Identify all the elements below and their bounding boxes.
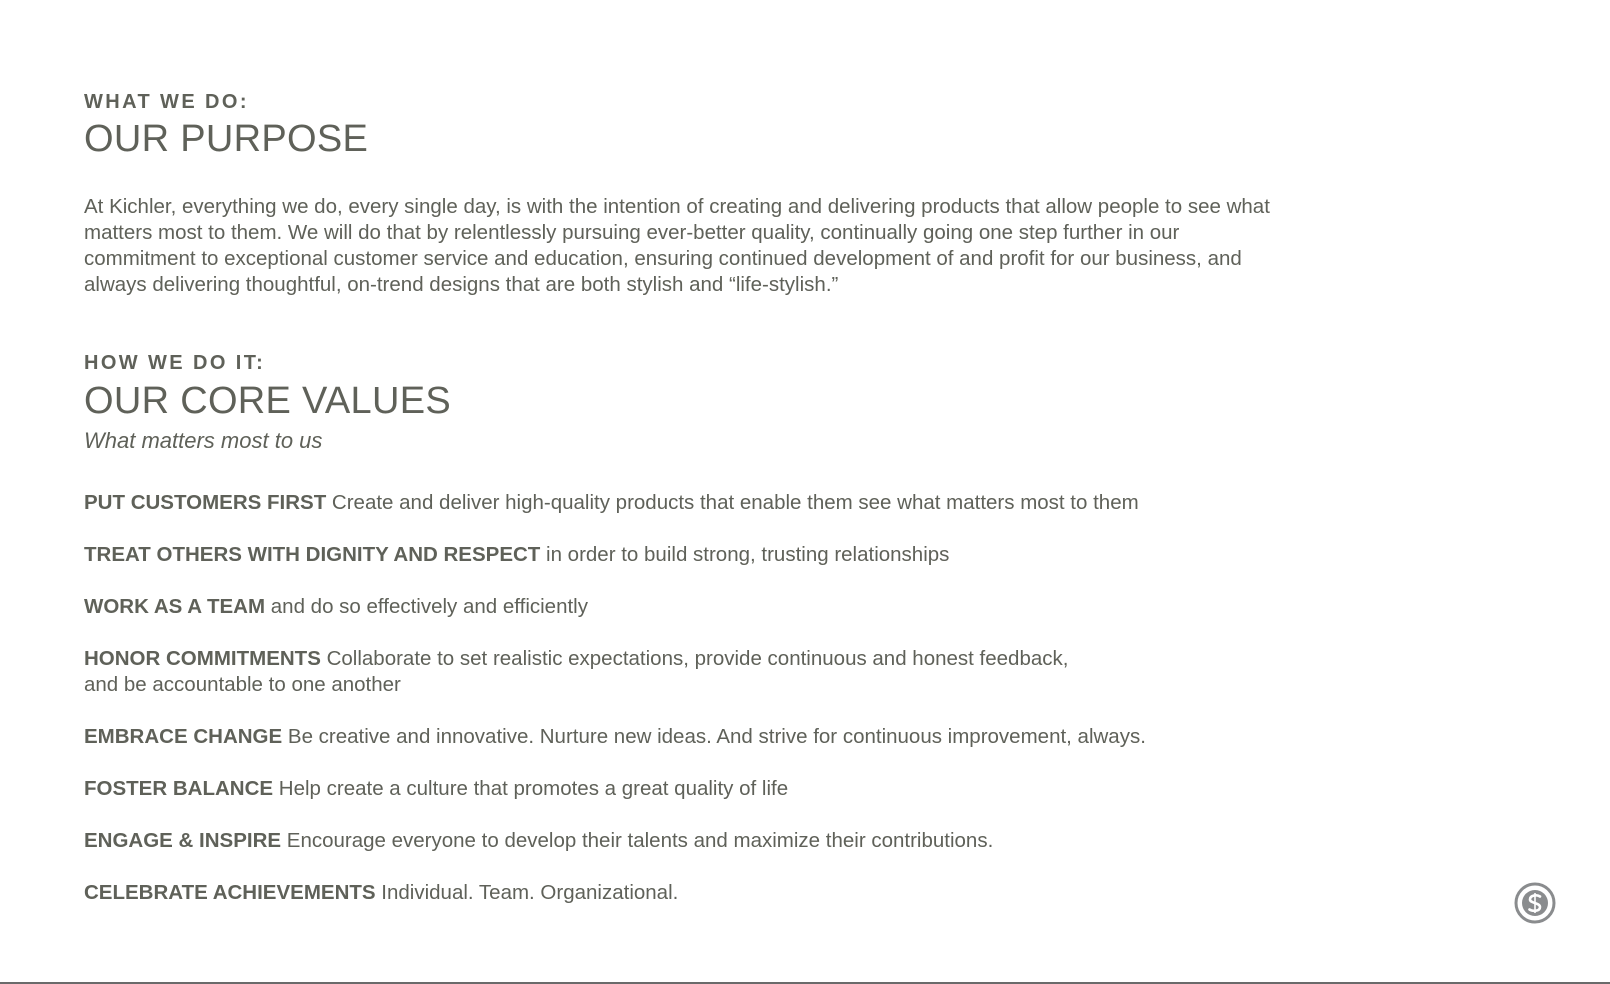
core-value-name: HONOR COMMITMENTS	[84, 647, 321, 670]
core-value-item	[84, 490, 1284, 516]
core-value-item	[84, 542, 1284, 568]
core-value-text: Create and deliver high-quality products that enable them see what matters most to them	[331, 491, 1139, 514]
core-value-text: Be creative and innovative. Nurture new ideas. And strive for continuous improvement, always.	[287, 725, 1146, 748]
core-value-text-continued: and be accountable to one another	[84, 673, 401, 696]
purpose-body: At Kichler, everything we do, every single day, is with the intention of creating and delivering products that allow people to see what matters most to them. We will do that by relentlessly pursuing ever-better quality, continually going one step further in our commitment to exceptional customer service and education, ensuring continued development of and profit for our business, and always delivering thoughtful, on-trend designs that are both stylish and “life-stylish.”	[84, 195, 1270, 296]
core-value-text: in order to build strong, trusting relationships	[546, 543, 950, 566]
purpose-heading: OUR PURPOSE	[84, 118, 369, 160]
core-value-text: Encourage everyone to develop their talents and maximize their contributions.	[286, 829, 994, 852]
core-value-name: FOSTER BALANCE	[84, 777, 274, 800]
core-value-item	[84, 724, 1284, 750]
values-subtitle: What matters most to us	[84, 428, 323, 453]
core-value-item	[84, 880, 1284, 906]
purpose-kicker: WHAT WE DO:	[84, 91, 249, 113]
core-value-name: ENGAGE & INSPIRE	[84, 829, 282, 852]
core-value-text: Individual. Team. Organizational.	[381, 881, 679, 904]
core-value-text: and do so effectively and efficiently	[270, 595, 588, 618]
core-values-list	[84, 490, 1284, 932]
core-value-name: EMBRACE CHANGE	[84, 725, 283, 748]
core-value-text: Collaborate to set realistic expectations, provide continuous and honest feedback,	[326, 647, 1069, 670]
core-value-item	[84, 776, 1284, 802]
core-value-name: TREAT OTHERS WITH DIGNITY AND RESPECT	[84, 543, 541, 566]
values-kicker: HOW WE DO IT:	[84, 352, 266, 374]
core-value-item	[84, 828, 1284, 854]
values-heading: OUR CORE VALUES	[84, 380, 451, 422]
core-value-item	[84, 594, 1284, 620]
core-value-name: WORK AS A TEAM	[84, 595, 266, 618]
company-logo-icon	[1514, 882, 1556, 924]
core-value-item	[84, 646, 1284, 698]
core-value-text: Help create a culture that promotes a great quality of life	[278, 777, 789, 800]
core-value-name: PUT CUSTOMERS FIRST	[84, 491, 327, 514]
core-value-name: CELEBRATE ACHIEVEMENTS	[84, 881, 376, 904]
